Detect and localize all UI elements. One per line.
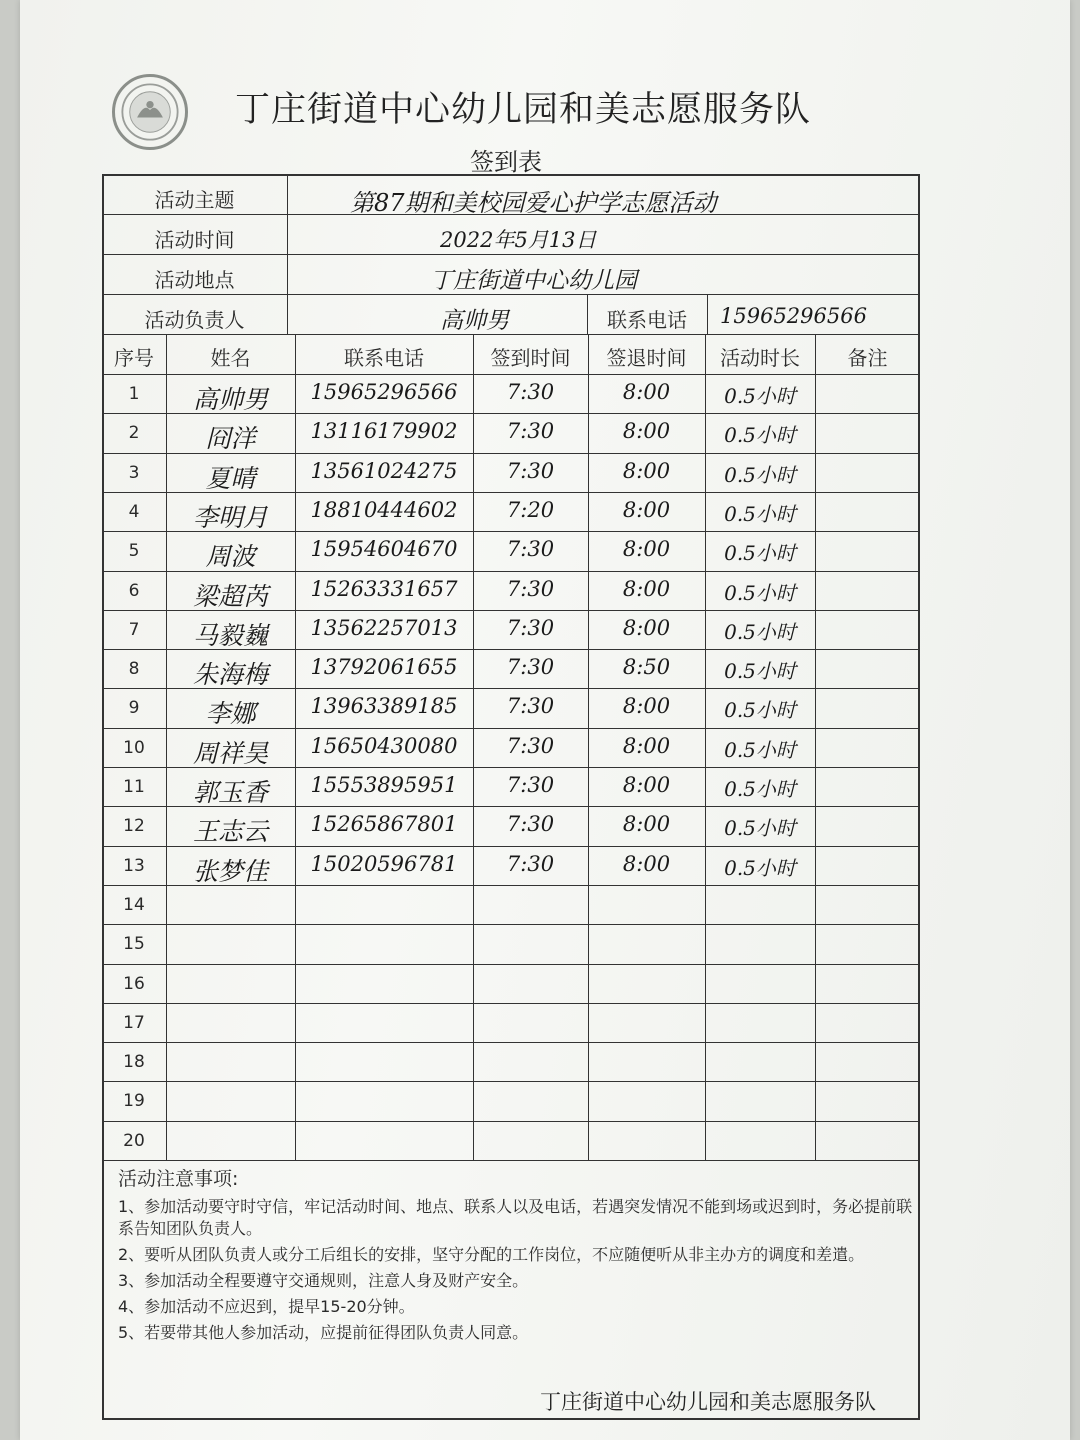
form-title: 签到表 [470, 148, 542, 176]
cell-dur: 0.5小时 [724, 384, 796, 408]
table-row [102, 1160, 920, 1161]
row-number: 11 [123, 777, 145, 797]
cell-out: 8:00 [622, 537, 671, 562]
cell-name: 周波 [205, 542, 256, 572]
cell-phone: 15263331657 [310, 576, 458, 601]
cell-dur: 0.5小时 [724, 580, 796, 605]
cell-phone: 15965296566 [310, 380, 458, 404]
cell-name: 李娜 [205, 699, 256, 729]
cell-in: 7:30 [506, 576, 555, 601]
table-row [102, 1121, 920, 1122]
cell-phone: 18810444602 [310, 497, 458, 522]
row-number: 5 [128, 541, 140, 562]
grid-line [815, 334, 816, 1160]
column-header: 签退时间 [606, 346, 687, 370]
note-item: 4、参加活动不应迟到，提早15-20分钟。 [118, 1297, 415, 1316]
cell-phone: 15553895951 [310, 773, 458, 797]
cell-in: 7:30 [506, 458, 555, 483]
column-header: 签到时间 [490, 346, 571, 370]
grid-line [102, 374, 920, 375]
cell-out: 8:00 [622, 812, 671, 837]
cell-dur: 0.5小时 [724, 501, 796, 526]
note-item: 5、若要带其他人参加活动，应提前征得团队负责人同意。 [118, 1323, 529, 1342]
column-header: 联系电话 [344, 346, 424, 370]
row-number: 4 [128, 501, 140, 522]
cell-phone: 13963389185 [310, 694, 458, 719]
cell-in: 7:30 [506, 537, 555, 562]
cell-name: 王志云 [192, 817, 268, 847]
row-number: 18 [123, 1052, 145, 1073]
row-number: 17 [123, 1012, 145, 1033]
note-item: 2、要听从团队负责人或分工后组长的安排，坚守分配的工作岗位，不应随便听从非主办方的调度和差遣。 [118, 1245, 865, 1264]
cell-dur: 0.5小时 [724, 737, 796, 762]
cell-phone: 13792061655 [310, 655, 458, 680]
cell-out: 8:00 [622, 733, 671, 758]
row-number: 19 [123, 1091, 145, 1112]
cell-out: 8:00 [622, 576, 671, 601]
place-value: 丁庄街道中心幼儿园 [430, 268, 637, 294]
phone-value: 15965296566 [720, 304, 867, 328]
cell-in: 7:30 [506, 812, 555, 837]
row-number: 3 [128, 462, 140, 483]
org-title: 丁庄街道中心幼儿园和美志愿服务队 [235, 90, 812, 130]
phone-label: 联系电话 [607, 308, 687, 332]
cell-in: 7:30 [506, 733, 555, 758]
cell-dur: 0.5小时 [724, 855, 796, 880]
cell-out: 8:00 [622, 380, 671, 404]
leader-label: 活动负责人 [144, 308, 245, 332]
cell-dur: 0.5小时 [724, 462, 796, 487]
cell-phone: 15265867801 [310, 812, 458, 837]
column-header: 活动时长 [720, 346, 800, 370]
cell-name: 冏洋 [205, 424, 256, 454]
row-number: 20 [123, 1130, 145, 1151]
grid-line [707, 294, 708, 334]
cell-out: 8:00 [622, 694, 671, 719]
grid-line [102, 334, 920, 335]
table-row [102, 1081, 920, 1082]
cell-name: 张梦佳 [192, 856, 268, 886]
cell-phone: 15650430080 [310, 733, 458, 758]
cell-phone: 13562257013 [310, 615, 458, 640]
table-row [102, 1042, 920, 1043]
row-number: 2 [128, 423, 140, 444]
cell-in: 7:30 [506, 419, 555, 444]
cell-in: 7:30 [506, 380, 555, 404]
cell-out: 8:00 [622, 419, 671, 444]
notes-heading: 活动注意事项: [118, 1168, 239, 1190]
cell-dur: 0.5小时 [724, 541, 796, 566]
grid-line [102, 254, 920, 255]
notes-section [118, 1168, 918, 1348]
cell-name: 马毅巍 [192, 620, 268, 650]
cell-dur: 0.5小时 [724, 816, 796, 841]
cell-dur: 0.5小时 [724, 698, 796, 723]
cell-in: 7:30 [506, 655, 555, 680]
theme-value: 第87期和美校园爱心护学志愿活动 [350, 189, 717, 217]
time-value: 2022年5月13日 [440, 228, 597, 252]
row-number: 16 [123, 973, 145, 994]
leader-value: 高帅男 [440, 308, 509, 334]
cell-phone: 13561024275 [310, 458, 458, 483]
row-number: 7 [128, 619, 140, 640]
cell-name: 梁超芮 [192, 581, 268, 611]
cell-out: 8:00 [622, 773, 671, 797]
table-row [102, 1003, 920, 1004]
cell-name: 朱海梅 [192, 660, 268, 690]
cell-dur: 0.5小时 [724, 777, 796, 801]
cell-phone: 15954604670 [310, 537, 458, 562]
column-header: 序号 [114, 346, 154, 370]
cell-name: 夏晴 [205, 463, 256, 493]
row-number: 14 [123, 894, 145, 915]
cell-out: 8:00 [622, 458, 671, 483]
row-number: 6 [128, 580, 140, 601]
org-seal-icon [112, 74, 188, 150]
cell-out: 8:00 [622, 497, 671, 522]
footer-org: 丁庄街道中心幼儿园和美志愿服务队 [540, 1390, 876, 1414]
row-number: 10 [123, 737, 145, 758]
note-item: 3、参加活动全程要遵守交通规则，注意人身及财产安全。 [118, 1271, 529, 1290]
row-number: 9 [128, 698, 140, 719]
cell-out: 8:00 [622, 615, 671, 640]
cell-dur: 0.5小时 [724, 619, 796, 644]
place-label: 活动地点 [154, 268, 235, 292]
cell-name: 李明月 [192, 502, 268, 532]
row-number: 12 [123, 816, 145, 837]
cell-in: 7:30 [506, 851, 555, 876]
cell-dur: 0.5小时 [724, 423, 796, 448]
row-number: 15 [123, 934, 145, 955]
cell-name: 高帅男 [192, 385, 268, 414]
theme-label: 活动主题 [154, 188, 235, 212]
cell-name: 郭玉香 [192, 778, 268, 807]
cell-dur: 0.5小时 [724, 659, 796, 684]
cell-out: 8:50 [622, 655, 671, 680]
time-label: 活动时间 [154, 228, 235, 252]
cell-in: 7:30 [506, 615, 555, 640]
cell-phone: 15020596781 [310, 851, 458, 876]
row-number: 13 [123, 855, 145, 876]
cell-name: 周祥昊 [192, 738, 268, 768]
row-number: 1 [128, 384, 140, 404]
table-row [102, 924, 920, 925]
cell-phone: 13116179902 [310, 419, 458, 444]
cell-in: 7:20 [506, 497, 555, 522]
cell-out: 8:00 [622, 851, 671, 876]
column-header: 姓名 [210, 346, 251, 370]
grid-line [287, 174, 288, 334]
table-row [102, 964, 920, 965]
column-header: 备注 [847, 346, 888, 370]
row-number: 8 [128, 659, 140, 680]
note-item: 1、参加活动要守时守信，牢记活动时间、地点、联系人以及电话，若遇突发情况不能到场或迟到时，务必提前联系告知团队负责人。 [118, 1197, 913, 1238]
cell-in: 7:30 [506, 694, 555, 719]
cell-in: 7:30 [506, 773, 555, 797]
